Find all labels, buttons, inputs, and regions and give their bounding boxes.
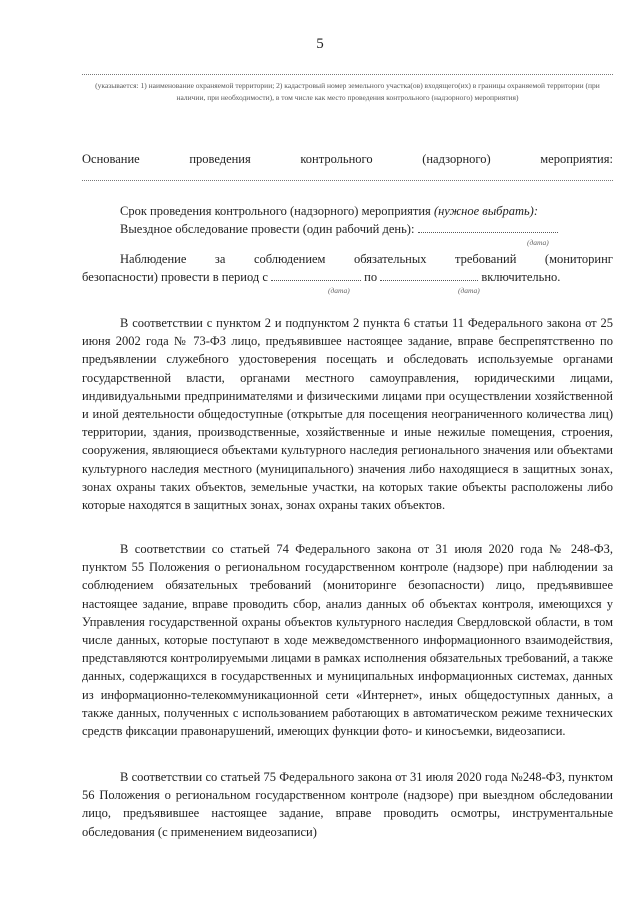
basis-word: проведения <box>189 152 251 166</box>
territory-note: (указывается: 1) наименование охраняемой территории; 2) кадастровый номер земельного участка(ов) входящего(их) в границы охраняемой территории (при наличии, при необходимости), в том числе как место проведения контрольного (надзорного) мероприятия) <box>95 81 600 102</box>
page-number: 5 <box>316 36 324 52</box>
blank-line-territory <box>82 74 613 75</box>
obs-to-text: по <box>364 270 378 284</box>
basis-word: (надзорного) <box>422 152 491 166</box>
paragraph-1: В соответствии с пунктом 2 и подпунктом 2 пункта 6 статьи 11 Федерального закона от 25 июня 2002 года № 73-ФЗ лицо, предъявившее настоящее задание, вправе беспрепятственно по предъявлении служебного удостоверения посещать и обследовать используемые органами государственной власти, органами местного самоуправления, юридическими лицами, индивидуальными предпринимателями и физическими лицами при осуществлении хозяйственной и иной деятельности общедоступные (открытые для посещения неограниченного количества лиц) территории, здания, производственные, хозяйственные и иные нежилые помещения, строения, сооружения, являющиеся объектами культурного наследия регионального значения или объектами культурного наследия местного (муниципального) значения либо находящиеся в защитных зонах, зонах охраны таких объектов, земельные участки, на которых такие объекты расположены либо которые находятся в защитных зонах, зонах охраны таких объектов. <box>82 316 613 513</box>
exit-date-blank <box>418 220 558 233</box>
exit-text: Выездное обследование провести (один рабочий день): <box>120 222 415 236</box>
term-choose: (нужное выбрать): <box>433 204 539 218</box>
obs-to-blank <box>380 268 478 281</box>
observation-period-line <box>82 268 613 286</box>
obs-from-blank <box>271 268 361 281</box>
basis-word: Основание <box>82 152 140 166</box>
obs-to-label: (дата) <box>458 286 480 295</box>
obs-word: обязательных <box>354 252 427 266</box>
obs-word: (мониторинг <box>544 252 613 266</box>
obs-word: за <box>214 252 226 266</box>
obs-word: требований <box>455 252 517 266</box>
term-line <box>82 202 613 220</box>
blank-line-basis <box>82 180 613 181</box>
observation-line <box>82 250 613 268</box>
basis-word: мероприятия: <box>540 152 613 166</box>
paragraph-3: В соответствии со статьей 75 Федерального закона от 31 июля 2020 года №248-ФЗ, пунктом 56 Положения о региональном государственном контроле (надзоре) при выездном обследовании лицо, предъявившее настоящее задание, вправе проводить осмотры, инструментальные обследования (с применением видеозаписи) <box>82 770 613 839</box>
term-text: Срок проведения контрольного (надзорного) мероприятия <box>120 204 431 218</box>
exit-line <box>82 220 613 238</box>
basis-word: контрольного <box>300 152 373 166</box>
exit-date-label: (дата) <box>527 238 549 247</box>
obs-word: соблюдением <box>253 252 326 266</box>
basis-line <box>82 150 613 168</box>
obs-from-label: (дата) <box>328 286 350 295</box>
obs-word: Наблюдение <box>120 252 187 266</box>
paragraph-2: В соответствии со статьей 74 Федерального закона от 31 июля 2020 года № 248-ФЗ, пунктом 55 Положения о региональном государственном контроле (надзоре) при наблюдении за соблюдением обязательных требований (мониторинге безопасности) лицо, предъявившее настоящее задание, вправе проводить сбор, анализ данных об объектах контроля, имеющихся у Управления государственной охраны объектов культурного наследия Свердловской области, в том числе данных, которые поступают в ходе межведомственного информационного взаимодействия, представляются контролируемыми лицами в рамках исполнения обязательных требований, а также данных, содержащихся в государственных и муниципальных информационных системах, данных из информационно-телекоммуникационной сети «Интернет», иных общедоступных данных, а также данных, полученных с использованием работающих в автоматическом режиме технических средств фиксации правонарушений, имеющих функции фото- и киносъемки, видеозаписи. <box>82 542 613 739</box>
obs-incl-text: включительно. <box>481 270 561 284</box>
obs-from-text: безопасности) провести в период с <box>82 270 268 284</box>
